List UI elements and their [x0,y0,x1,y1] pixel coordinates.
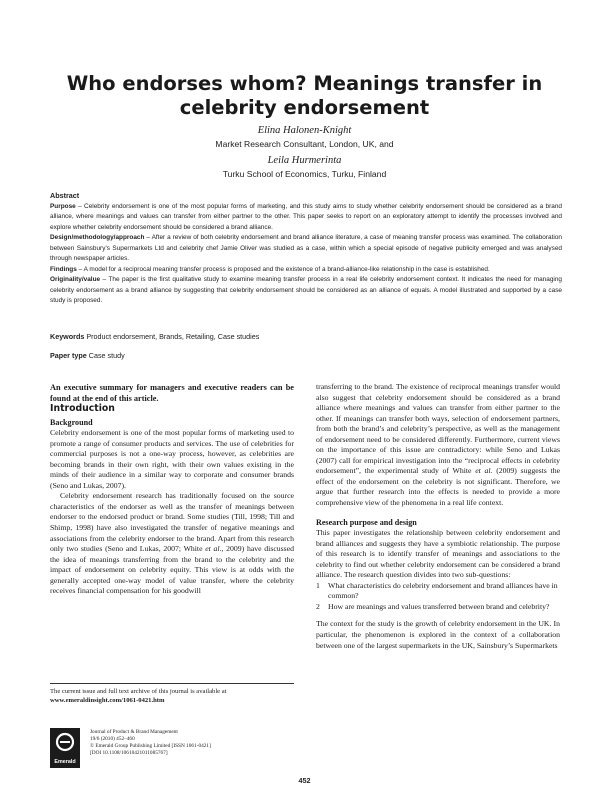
journal-doi: [DOI 10.1108/10610421011085767] [90,750,168,757]
abstract-findings [50,265,562,276]
originality-text: – The paper is the first qualitative study to examine meaning transfer process in a real life celebrity endorsement context. It indicates the need for managing celebrity endorsement as a brand alliance by suggesting that celebrity endorsement should be considered as an alliance of equals. A model illustrated and supported by a case study is proposed. [50,276,562,304]
article-title [40,72,569,120]
abstract-heading: Abstract [50,191,80,200]
design-label: Design/methodology/approach [50,234,145,241]
paper-type [50,351,562,360]
body-paragraph: The context for the study is the growth of celebrity endorsement in the UK. In particular, the phenomenon is explored in the context of a collaboration between one of the largest supermarkets in the UK, Sainsbury’s Supermarkets [316,619,560,650]
paper-type-label: Paper type [50,351,87,360]
affiliation-1: Market Research Consultant, London, UK, and [215,139,394,149]
body-paragraph: This paper investigates the relationship between celebrity endorsement and brand alliances and suggests they have a symbiotic relationship. The purpose of this research is to identify transfer of meanings and associations to the celebrity to find out whether celebrity endorsement can be considered a brand alliance. The research question divides into two sub-questions: [316,528,560,580]
abstract [50,191,562,307]
findings-text: – A model for a reciprocal meaning transfer process is proposed and the existence of a brand-alliance-like relationship in the case is established. [76,265,490,273]
research-purpose-heading: Research purpose and design [316,517,417,527]
research-question-1: 1 What characteristics do celebrity endorsement and brand alliances have in common? [316,580,558,601]
body-paragraph: Celebrity endorsement is one of the most popular forms of marketing used to promote a range of consumer products and services. The use of celebrities for commercial purposes is not a one-way process, however, as celebrities are becoming brands in their own right, with their own values existing in the minds of their audience in a similar way to corporate and consumer brands (Seno and Lukas, 2007). [50,428,294,490]
abstract-purpose [50,202,562,234]
keywords-text: Product endorsement, Brands, Retailing, Case studies [84,332,260,341]
originality-label: Originality/value [50,276,101,283]
body-paragraph: transferring to the brand. The existence of reciprocal meanings transfer would also suggest that celebrity endorsement should be considered as a brand alliance where meanings and values can transfer from either partner to the other. If meanings can transfer both ways, selection of endorsement partners, from both the brand’s and celebrity’s perspective, as well as the management of endorsement need to be considered differently. Furthermore, current views on the importance of this issue are contradictory: while Seno and Lukas (2007) call for empirical investigation into the “reciprocal effects in celebrity endorsement”, the experimental study of White et al. (2009) suggests the effect of the endorsement on the celebrity is not significant. Therefore, we argue that further research into the effects is needed to provide a more comprehensive view of the phenomena in a real life context. [316,382,561,508]
purpose-text: – Celebrity endorsement is one of the most popular forms of marketing, and this study aims to study whether celebrity endorsement should be considered as a brand alliance, where meanings and values can transfer from either partner to the other. This paper seeks to report on an exploratory attempt to identify the processes involved and explore whether celebrity endorsement should be considered a brand alliance. [50,202,562,231]
journal-info [90,729,211,757]
emerald-logo-icon [50,728,80,768]
logo-wordmark: Emerald [54,759,76,765]
page-number: 452 [298,776,311,785]
title-line-2: celebrity endorsement [179,96,430,119]
findings-label: Findings [50,265,77,273]
background-heading: Background [50,417,93,427]
journal-copyright: © Emerald Group Publishing Limited [ISSN 1061-0421] [90,743,211,750]
introduction-heading: Introduction [50,403,115,414]
journal-name: Journal of Product & Brand Management [90,729,178,735]
archive-note: The current issue and full text archive of this journal is available at www.emeraldinsight.com/1061-0421.htm [50,688,227,704]
footnote-divider [50,683,294,684]
abstract-originality [50,275,562,307]
archive-url[interactable]: www.emeraldinsight.com/1061-0421.htm [50,697,165,704]
design-text: – After a review of both celebrity endorsement and brand alliance literature, a case of meaning transfer process was examined. The collaboration between Sainsbury’s Supermarkets Ltd and celebrity chef Jamie Oliver was studied as a case, within which a special episode of negative publicity emerged and was analysed through newspaper articles. [50,234,562,262]
author-2: Leila Hurmerinta [267,155,342,166]
abstract-design [50,233,562,265]
body-paragraph: Celebrity endorsement research has traditionally focused on the source characteristics of the endorser as well as the transfer of meanings between endorser to the endorsed product or brand. Some studies (Till, 1998; Till and Shimp, 1998) have also investigated the transfer of negative meanings and associations from the celebrity endorser to the brand. Apart from this research only two studies (Seno and Lukas, 2007; White et al., 2009) have discussed the idea of meanings transferring from the brand to the celebrity and the impact of endorsement on celebrity equity. This view is at odds with the generally accepted one-way model of value transfer, where the celebrity receives financial compensation for his goodwill [50,491,295,596]
paper-type-text: Case study [86,351,125,360]
affiliation-2: Turku School of Economics, Turku, Finland [222,169,387,179]
keywords [50,332,562,341]
executive-summary-note: An executive summary for managers and executive readers can be found at the end of this article. [50,383,294,403]
author-1: Elina Halonen-Knight [257,125,352,136]
journal-volume: 19/6 (2010) 452–460 [90,736,135,743]
keywords-label: Keywords [50,332,85,341]
title-line-1: Who endorses whom? Meanings transfer in [66,72,543,95]
right-column [316,382,560,651]
purpose-label: Purpose [50,202,76,210]
research-question-2: 2 How are meanings and values transferred between brand and celebrity? [316,601,550,611]
left-column [50,382,294,597]
